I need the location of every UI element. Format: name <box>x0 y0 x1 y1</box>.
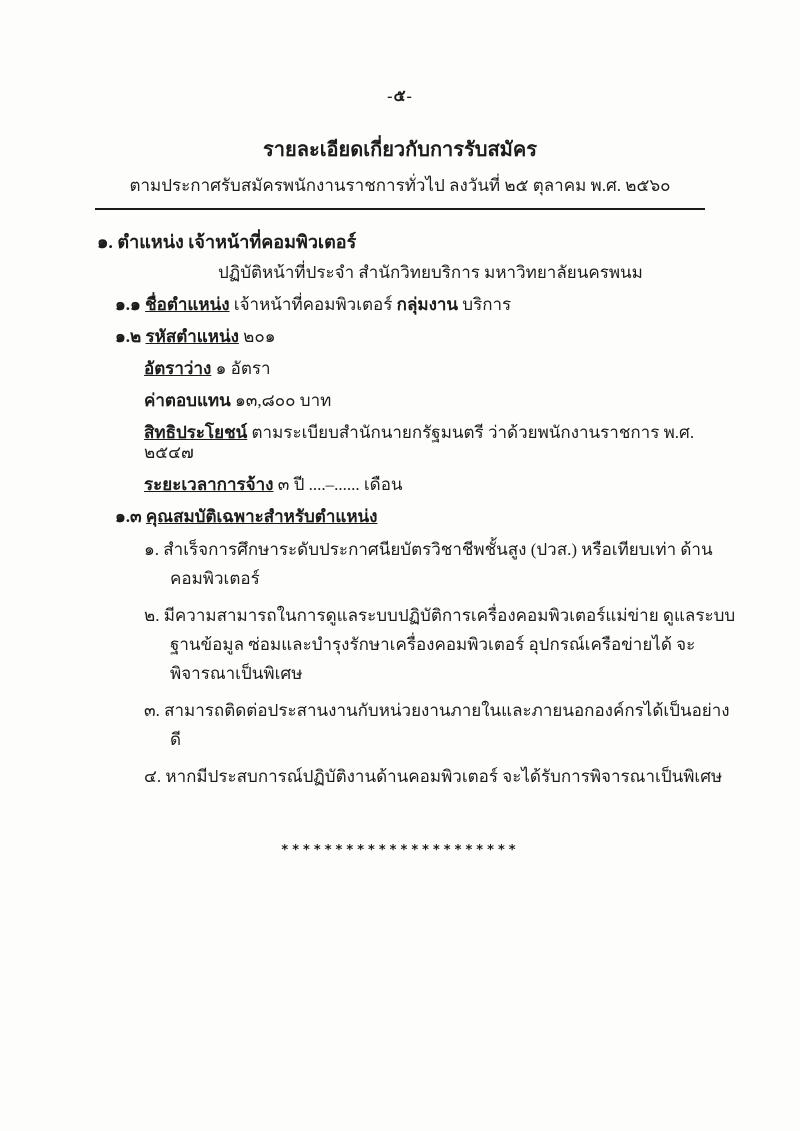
asterisk-separator: ********************** <box>280 843 520 858</box>
item-1-1-number: ๑.๑ <box>115 295 141 314</box>
benefits-label: สิทธิประโยชน์ <box>144 423 248 442</box>
page-number: -๕- <box>387 88 413 105</box>
salary-line <box>144 391 740 411</box>
vacancy-value: ๑ อัตรา <box>215 359 271 378</box>
duration-value: ๓ ปี ....–...... เดือน <box>277 475 403 494</box>
duration-line <box>144 475 740 495</box>
qualifications-heading <box>115 507 740 527</box>
benefits-line <box>144 423 740 463</box>
item-1-1-label: ชื่อตำแหน่ง <box>145 295 230 314</box>
duty-line: ปฏิบัติหน้าที่ประจำ สำนักวิทยบริการ มหาวิทยาลัยนครพนม <box>218 263 643 282</box>
header-divider <box>95 208 705 210</box>
qualification-item-1: ๑. สำเร็จการศึกษาระดับประกาศนียบัตรวิชาชีพชั้นสูง (ปวส.) หรือเทียบเท่า ด้านคอมพิวเตอร์ <box>144 540 713 588</box>
benefits-value: ตามระเบียบสำนักนายกรัฐมนตรี ว่าด้วยพนักงานราชการ พ.ศ. ๒๕๔๗ <box>144 423 695 462</box>
section-1-heading: ๑. ตำแหน่ง เจ้าหน้าที่คอมพิวเตอร์ <box>97 232 357 252</box>
qualification-item-3: ๓. สามารถติดต่อประสานงานกับหน่วยงานภายในและภายนอกองค์กรได้เป็นอย่างดี <box>144 701 730 749</box>
qualification-item-4: ๔. หากมีประสบการณ์ปฏิบัติงานด้านคอมพิวเตอร์ จะได้รับการพิจารณาเป็นพิเศษ <box>144 767 723 786</box>
item-1-1-group-label: กลุ่มงาน <box>396 295 459 314</box>
item-1-2-number: ๑.๒ <box>115 327 142 346</box>
position-name-line <box>115 295 740 315</box>
item-1-2-label: รหัสตำแหน่ง <box>145 327 239 346</box>
item-1-2-value: ๒๐๑ <box>243 327 276 346</box>
document-title: รายละเอียดเกี่ยวกับการรับสมัคร <box>263 139 537 161</box>
item-1-1-group-value: บริการ <box>462 295 512 314</box>
qualification-item-2: ๒. มีความสามารถในการดูแลระบบปฏิบัติการเครื่องคอมพิวเตอร์แม่ข่าย ดูแลระบบฐานข้อมูล ซ่อมและบำรุงรักษาเครื่องคอมพิวเตอร์ อุปกรณ์เครือข่ายได้ จะพิจารณาเป็นพิเศษ <box>144 606 736 683</box>
item-1-3-label: คุณสมบัติเฉพาะสำหรับตำแหน่ง <box>145 507 378 526</box>
document-body <box>97 232 740 791</box>
vacancy-line <box>144 359 740 379</box>
position-code-line <box>115 327 740 347</box>
duration-label: ระยะเวลาการจ้าง <box>144 475 274 494</box>
salary-label: ค่าตอบแทน <box>144 391 231 410</box>
vacancy-label: อัตราว่าง <box>144 359 212 378</box>
salary-value: ๑๓,๘๐๐ บาท <box>235 391 332 410</box>
item-1-3-number: ๑.๓ <box>115 507 142 526</box>
document-subtitle: ตามประกาศรับสมัครพนักงานราชการทั่วไป ลงวันที่ ๒๕ ตุลาคม พ.ศ. ๒๕๖๐ <box>129 176 671 195</box>
item-1-1-value: เจ้าหน้าที่คอมพิวเตอร์ <box>233 295 393 314</box>
qualification-list <box>97 535 740 791</box>
